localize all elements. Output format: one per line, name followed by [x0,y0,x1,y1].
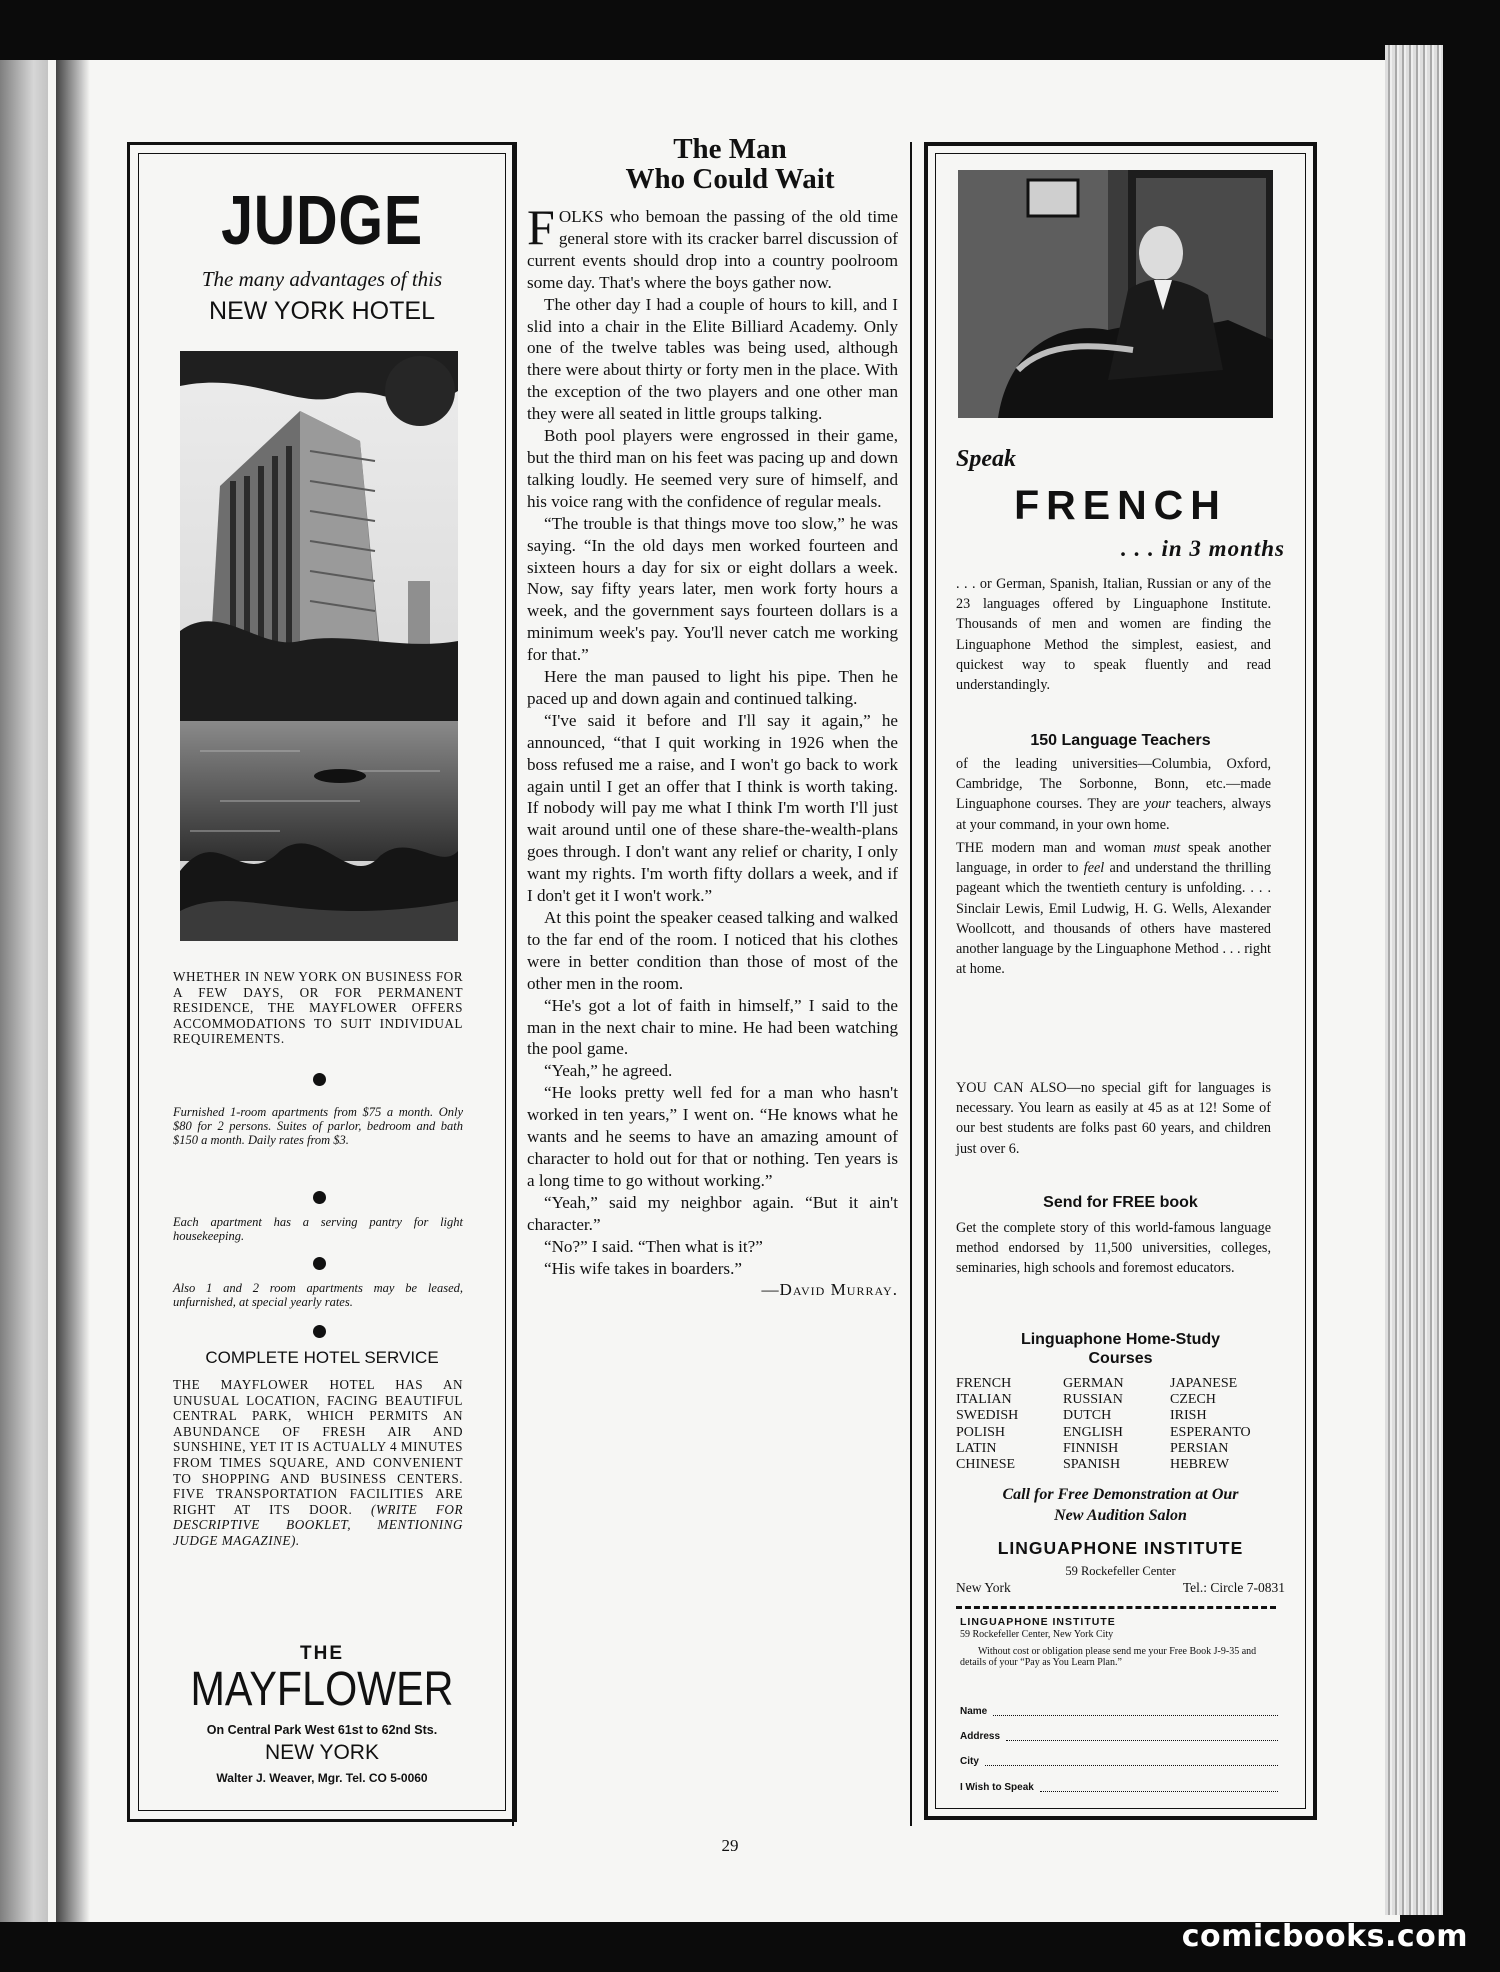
hotel-city: NEW YORK [265,1741,379,1764]
service-heading: COMPLETE HOTEL SERVICE [205,1348,439,1367]
free-book-text: Get the complete story of this world-famous language method endorsed by 11,500 universities, colleges, seminaries, high schools and foremost educators. [956,1220,1271,1277]
paragraph: “The trouble is that things move too slow,” he was saying. “In the old days men worked fourteen and sixteen hours a day for six or eight dollars a week. Now, say fifty years later, men work forty hours a week, and the government says fourteen dollars is a minimum week's pay. You'll never catch me working for that.” [527,513,898,665]
right-page-edges [1385,45,1443,1915]
bullet-dot [313,1257,326,1270]
field-line [985,1756,1278,1766]
ad-note-unfurnished: Also 1 and 2 room apartments may be leased, unfurnished, at special yearly rates. [173,1281,463,1309]
courses-heading: Linguaphone Home-Study Courses [1020,1331,1221,1367]
language-item: POLISH [956,1424,1006,1440]
free-book-heading: Send for FREE book [1043,1194,1198,1211]
paragraph: “No?” I said. “Then what is it?” [544,1236,763,1256]
paragraph: “He's got a lot of faith in himself,” I said to the man in the next chair to mine. He had been watching the pool game. [527,995,898,1059]
language-item: IRISH [1170,1408,1207,1424]
field-label: I Wish to Speak [960,1782,1034,1793]
also-text: YOU CAN ALSO—no special gift for languages is necessary. You learn as easily at 45 as at 12! Some of our best students are folks past 60 years, and children just over 6. [956,1080,1271,1157]
page-number: 29 [721,1836,739,1855]
paragraph: “Yeah,” said my neighbor again. “But it ain't character.” [527,1192,898,1234]
bullet-dot [313,1191,326,1204]
field-line [1006,1731,1278,1741]
demo-call-line2: New Audition Salon [1054,1507,1187,1524]
institute-city: New York [956,1580,1011,1595]
field-line [1040,1782,1278,1792]
language-item: PERSIAN [1170,1440,1229,1456]
ad-location-text [173,1377,463,1549]
language-item: SPANISH [1063,1457,1121,1473]
teachers-heading: 150 Language Teachers [1030,732,1211,749]
language-item: HEBREW [1170,1457,1230,1473]
months-tagline: . . . in 3 months [1121,536,1285,561]
hotel-manager: Walter J. Weaver, Mgr. Tel. CO 5-0060 [216,1771,428,1785]
paragraph: “He looks pretty well fed for a man who hasn't worked in ten years,” I went on. “He knows what he wants and he seems to have an amazing amount of character to hold out for that or nothing. Ten years is a long time to go without working.” [527,1083,898,1190]
ad-body-text: WHETHER IN NEW YORK ON BUSINESS FOR A FEW DAYS, OR FOR PERMANENT RESIDENCE, THE MAYFLOWER OFFERS ACCOMMODATIONS TO SUIT INDIVIDUAL REQUIREMENTS. [173,969,463,1047]
language-item: FRENCH [956,1376,1012,1391]
coupon-city-field[interactable] [960,1756,1278,1767]
teachers-text [956,754,1271,835]
french-heading: FRENCH [1014,482,1227,528]
coupon-name-field[interactable] [960,1706,1278,1717]
demo-call [928,1484,1313,1526]
language-item: GERMAN [1063,1376,1124,1391]
modern-text-must: must [1153,840,1181,856]
language-item: ESPERANTO [1170,1424,1251,1440]
coupon-cut-line [956,1606,1276,1609]
teachers-text-your: your [1144,796,1171,813]
bullet-dot [313,1073,326,1086]
coupon-institute: LINGUAPHONE INSTITUTE [960,1616,1116,1628]
language-item: FINNISH [1063,1440,1119,1456]
language-item: DUTCH [1063,1408,1112,1424]
mayflower-hotel-ad [127,142,517,1822]
modern-text-c: and understand the thrilling pageant which the twentieth century is unfolding. . . . Sinclair Lewis, Emil Ludwig, H. G. Wells, Alexander Woollcott, and thousands of others have mastered another language by the Linguaphone Method . . . right at home. [956,860,1271,978]
field-label: Name [960,1706,988,1717]
ad-hotel-line: NEW YORK HOTEL [209,297,435,325]
brand-mayflower: MAYFLOWER [190,1663,454,1716]
ad-title: JUDGE [221,181,423,259]
language-item: SWEDISH [956,1408,1019,1424]
institute-phone: Tel.: Circle 7-0831 [1182,1580,1285,1595]
language-item: JAPANESE [1170,1376,1238,1391]
bullet-dot [313,1325,326,1338]
language-item: ENGLISH [1063,1424,1123,1440]
institute-name: LINGUAPHONE INSTITUTE [997,1538,1244,1558]
modern-text [956,838,1271,979]
site-watermark: comicbooks.com [1181,1919,1468,1954]
demo-call-line1: Call for Free Demonstration at Our [1002,1486,1239,1503]
paragraph: The other day I had a couple of hours to kill, and I slid into a chair in the Elite Billiard Academy. Only one of the twelve tables was being used, although there were about thirty or forty men in the place. With the exception of the two players and one other man they were all seated in little groups talking. [527,294,898,424]
article-body [527,199,898,1301]
paragraph: “Yeah,” he agreed. [544,1061,673,1081]
hotel-photo [180,351,458,941]
coupon-text: Without cost or obligation please send me your Free Book J-9-35 and details of your “Pay as You Learn Plan.” [960,1646,1257,1668]
coupon-language-field[interactable] [960,1782,1278,1793]
paragraph: At this point the speaker ceased talking and walked to the far end of the room. I noticed that his clothes were in better condition than those of most of the other men in the room. [527,908,898,993]
paragraph [527,199,898,294]
institute-address: 59 Rockefeller Center [1065,1564,1176,1578]
teachers-text-a: of the leading universities—Columbia, Oxford, Cambridge, The Sorbonne, Bonn, etc.—made Linguaphone courses. They are [956,756,1271,813]
language-item: RUSSIAN [1063,1392,1123,1408]
page-gutter [56,60,90,1922]
linguaphone-ad [924,142,1317,1820]
hotel-address: On Central Park West 61st to 62nd Sts. [206,1723,438,1737]
paragraph: Both pool players were engrossed in their game, but the third man on his feet was pacing up and down talking loudly. He seemed very sure of himself, and his voice rang with the confidence of regular meals. [527,426,898,511]
column-rule [512,142,514,1826]
column-rule [910,142,912,1826]
ad-note-pantry: Each apartment has a serving pantry for light housekeeping. [173,1215,463,1243]
speak-heading: Speak [956,446,1016,472]
brand-the: THE [300,1643,344,1664]
man-reading-photo [958,170,1273,418]
paragraph: “I've said it before and I'll say it again,” he announced, “that I quit working in 1926 when the boss refused me a raise, and I won't go back to work again until I get an offer that I think is worth taking. If nobody will pay me what I think I'm worth I'll just wait around until one of these share-the-wealth-plans goes through. I don't want any relief or charity, I only want my rights. I'm worth fifty dollars a week, and if I don't get it I won't work.” [527,710,898,906]
paragraph-text: OLKS who bemoan the passing of the old time general store with its cracker barrel discussion of current events should drop into a country poolroom some day. That's where the boys gather now. [527,207,898,292]
modern-text-b: speak another language, in order to [956,840,1271,877]
ad-note-rates: Furnished 1-room apartments from $75 a month. Only $80 for 2 persons. Suites of parlor, bedroom and bath $150 a month. Daily rates from $3. [173,1105,463,1147]
field-line [993,1706,1278,1716]
intro-text: . . . or German, Spanish, Italian, Russian or any of the 23 languages offered by Linguaphone Institute. Thousands of men and women are finding the Linguaphone Method the simplest, easiest, and quickest way to speak fluently and read understandingly. [956,576,1271,694]
drop-cap: F [527,199,555,255]
language-item: CZECH [1170,1392,1216,1408]
ad-subtitle: The many advantages of this [201,267,443,291]
language-list [956,1376,1276,1473]
modern-text-a: THE modern man and woman [956,840,1154,856]
paragraph: Here the man paused to light his pipe. Then he paced up and down again and continued talking. [527,667,898,708]
author-signature: —David Murray. [761,1280,898,1300]
language-item: ITALIAN [956,1392,1012,1408]
paragraph: “His wife takes in boarders.” [544,1258,742,1278]
teachers-text-b: teachers, always at your command, in your own home. [956,796,1271,833]
coupon-address: 59 Rockefeller Center, New York City [960,1629,1114,1640]
location-body: THE MAYFLOWER HOTEL HAS AN UNUSUAL LOCATION, FACING BEAUTIFUL CENTRAL PARK, WHICH PERMITS AN ABUNDANCE OF FRESH AIR AND SUNSHINE, YET IT IS ACTUALLY 4 MINUTES FROM TIMES SQUARE, AND CONVENIENT TO SHOPPING AND BUSINESS CENTERS. FIVE TRANSPORTATION FACILITIES ARE RIGHT AT ITS DOOR. [173,1377,463,1517]
article-title-line2: Who Could Wait [625,163,835,195]
language-item: CHINESE [956,1457,1016,1473]
coupon-address-field[interactable] [960,1731,1278,1742]
field-label: City [960,1756,979,1767]
booklet-note: (WRITE FOR DESCRIPTIVE BOOKLET, MENTIONING JUDGE MAGAZINE). [173,1501,463,1548]
article-title-line1: The Man [673,133,787,165]
field-label: Address [960,1731,1001,1742]
modern-text-feel: feel [1083,860,1105,877]
language-item: LATIN [956,1440,997,1456]
